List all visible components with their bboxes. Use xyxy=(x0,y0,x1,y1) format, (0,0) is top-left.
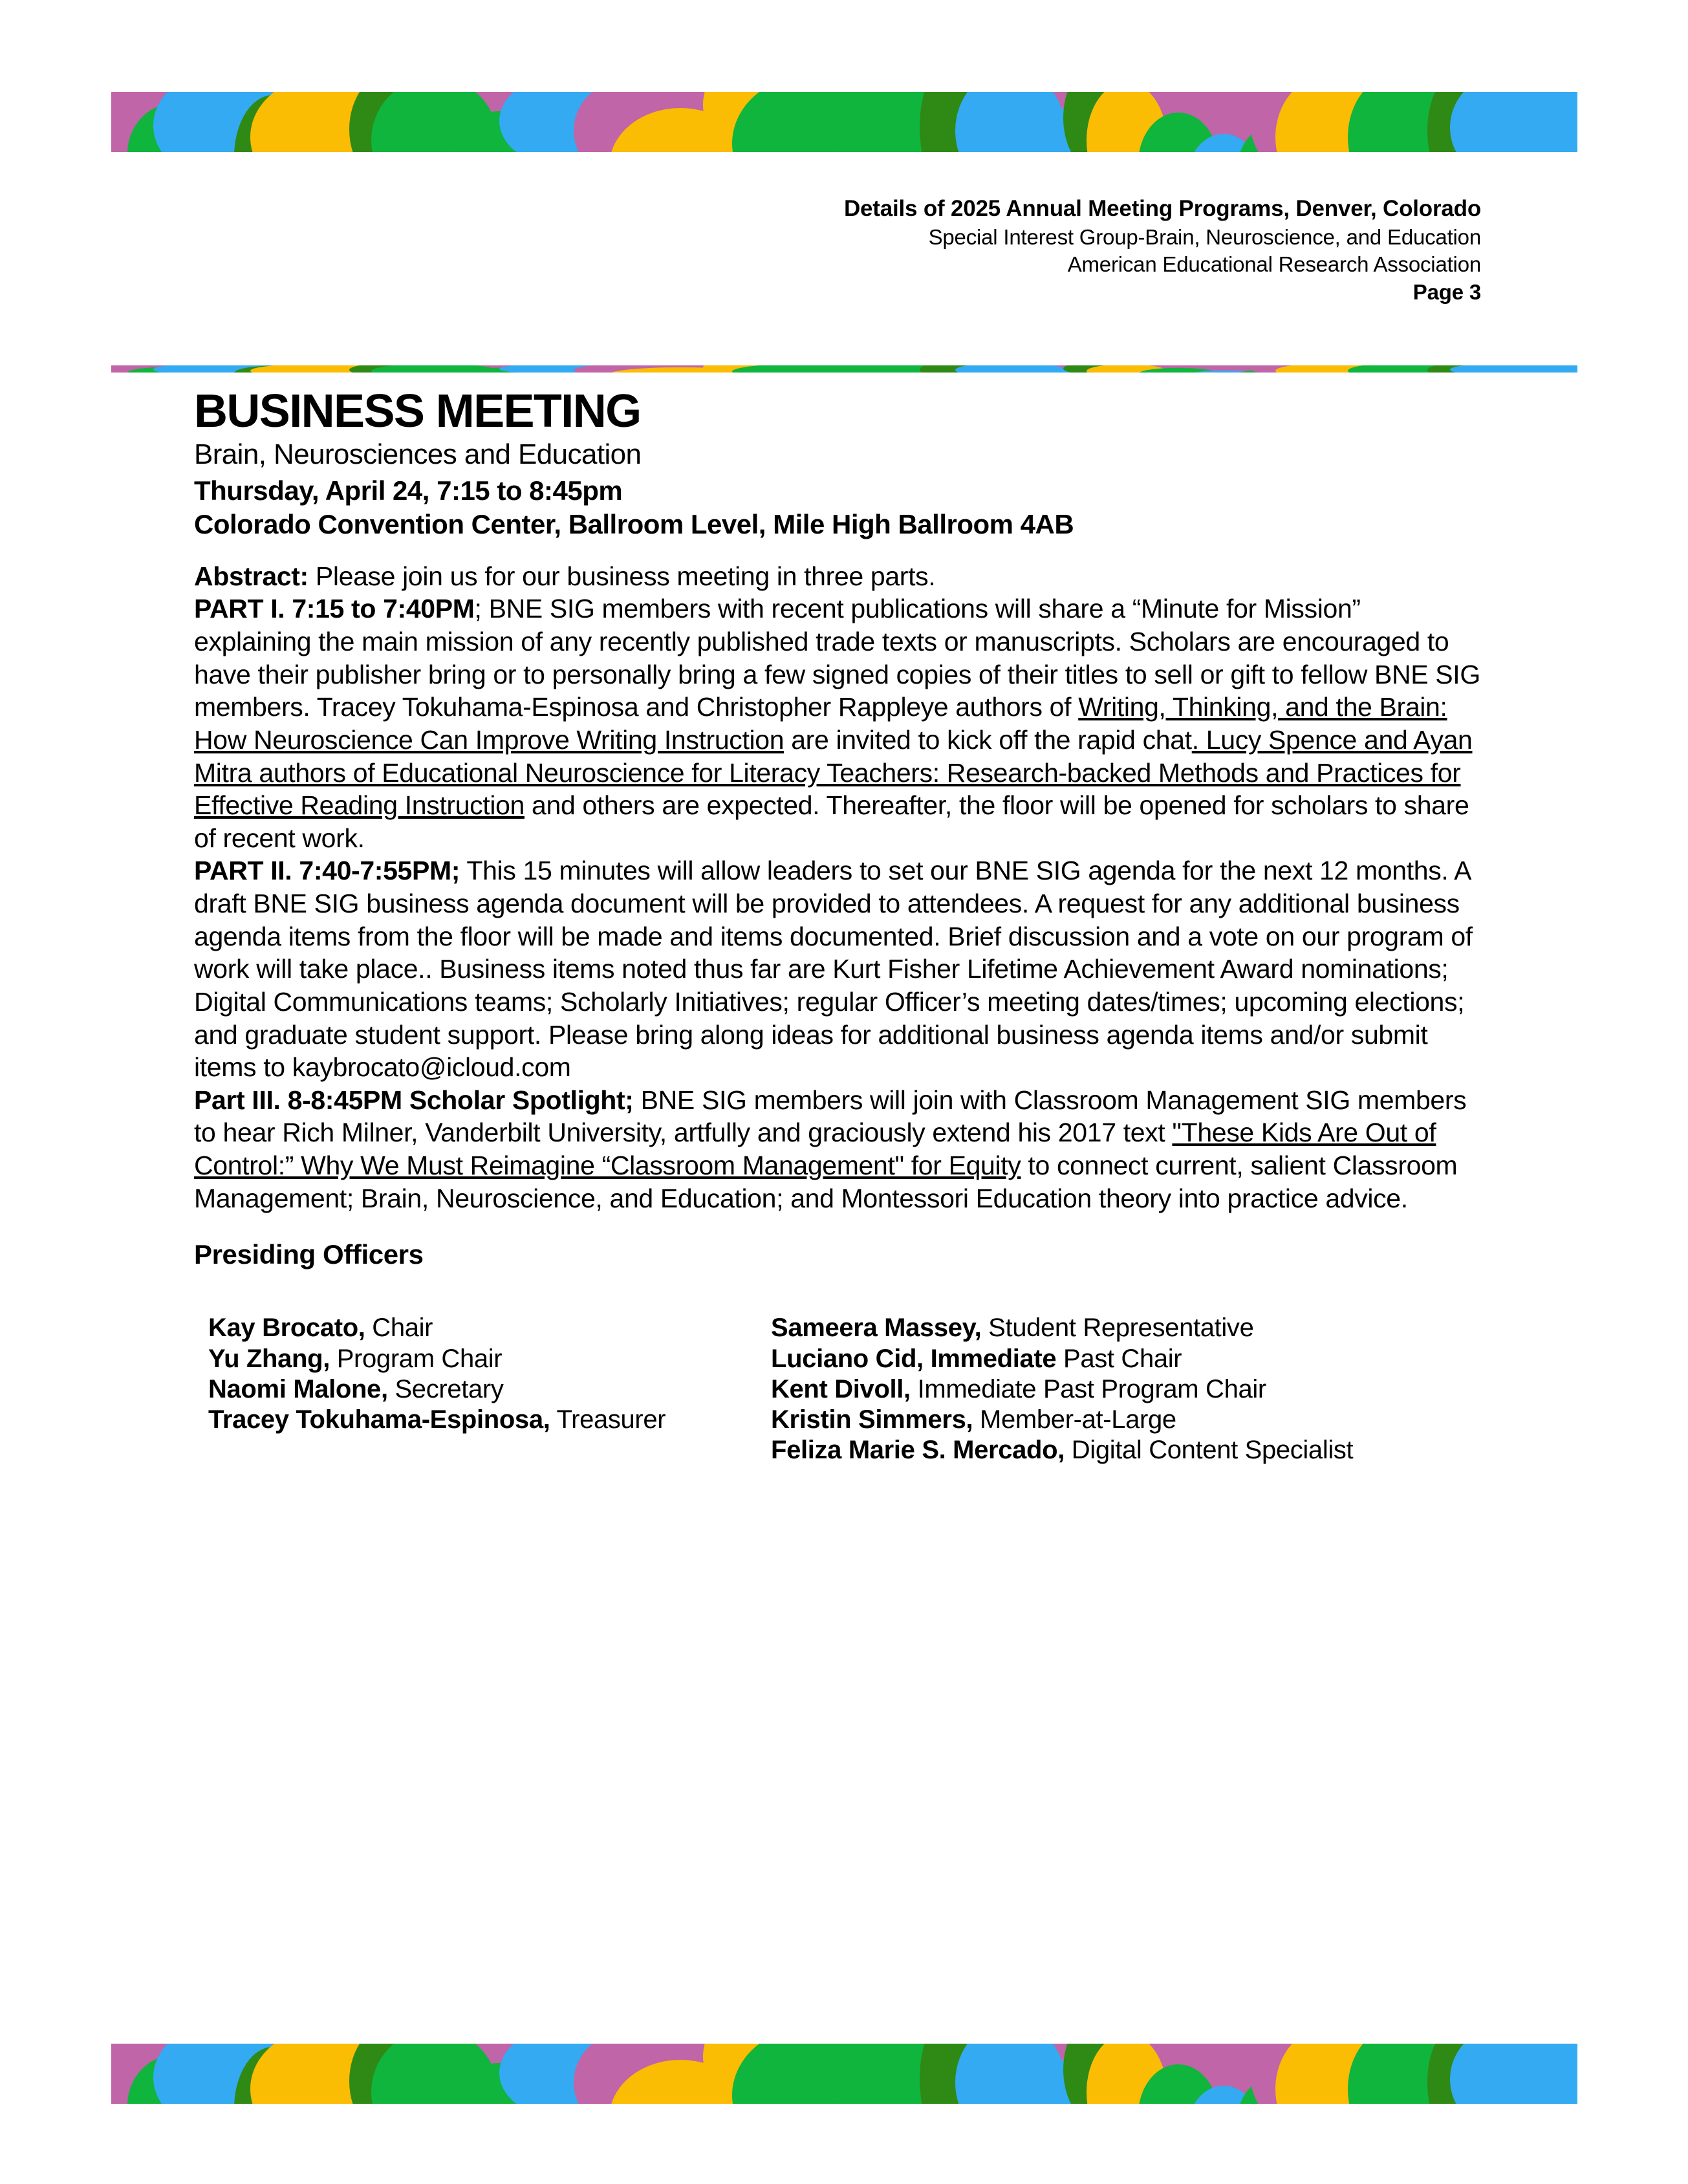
officer-name: Kay Brocato, xyxy=(208,1314,365,1343)
officer-role: Treasurer xyxy=(550,1405,666,1434)
part-1-text-a: ; BNE SIG members with recent publications will share a “Minute for Mission” explaining the main mission of any recently published trade texts or manuscripts. Scholars are encouraged to have their publisher bring or to personally bring a few signed copies of their titles to sell or gift to fellow BNE SIG members. Tracey Tokuhama-Espinosa and Christopher Rappleye authors of xyxy=(194,594,1480,722)
confetti-pattern-svg xyxy=(111,92,1577,152)
officer-row xyxy=(771,1374,1481,1405)
officer-role: Immediate Past Program Chair xyxy=(910,1374,1266,1403)
part-1-text-c: and others are expected. Thereafter, the floor will be opened for scholars to share of recent work. xyxy=(194,790,1469,853)
confetti-banner-bottom xyxy=(111,2044,1577,2104)
part-1-paragraph xyxy=(194,592,1481,854)
header-meeting-details: Details of 2025 Annual Meeting Programs, Denver, Colorado xyxy=(843,196,1481,221)
officer-row xyxy=(771,1313,1481,1343)
part-2-label: PART II. 7:40-7:55PM; xyxy=(194,856,460,886)
abstract-label: Abstract: xyxy=(194,561,308,591)
presiding-officers-heading: Presiding Officers xyxy=(194,1239,424,1270)
header-sig-name: Special Interest Group-Brain, Neuroscience, and Education xyxy=(928,224,1481,249)
officer-row xyxy=(208,1344,771,1374)
officer-role: Past Chair xyxy=(1056,1344,1182,1373)
officer-role: Digital Content Specialist xyxy=(1064,1436,1354,1465)
confetti-banner-top xyxy=(111,92,1577,152)
officers-column-right xyxy=(771,1313,1481,1465)
abstract-paragraph xyxy=(194,560,1481,593)
part-3-label: Part III. 8-8:45PM Scholar Spotlight; xyxy=(194,1085,634,1115)
part-1-text-b: are invited to kick off the rapid chat xyxy=(784,724,1192,755)
meeting-datetime: Thursday, April 24, 7:15 to 8:45pm xyxy=(194,475,623,506)
part-3-text-a: BNE SIG members will join with Classroom Management SIG members to hear Rich Milner, Vanderbilt University, artfully and graciously extend his 2017 text xyxy=(194,1085,1467,1148)
page-number: Page 3 xyxy=(1412,280,1481,305)
officer-role: Program Chair xyxy=(329,1344,503,1373)
officer-row xyxy=(208,1374,771,1405)
part-2-paragraph xyxy=(194,854,1481,1083)
officer-name: Naomi Malone, xyxy=(208,1374,388,1403)
officer-role: Member-at-Large xyxy=(973,1405,1176,1434)
officers-column-left xyxy=(208,1313,771,1465)
part-2-text: This 15 minutes will allow leaders to set our BNE SIG agenda for the next 12 months. A draft BNE SIG business agenda document will be provided to attendees. A request for any additional business agenda items from the floor will be made and items documented. Brief discussion and a vote on our program of work will take place.. Business items noted thus far are Kurt Fisher Lifetime Achievement Award nominations; Digital Communications teams; Scholarly Initiatives; regular Officer’s meeting dates/times; upcoming elections; and graduate student support. Please bring along ideas for additional business agenda items and/or submit items to kaybrocato@icloud.com xyxy=(194,856,1473,1083)
officer-name: Yu Zhang, xyxy=(208,1344,330,1373)
part-3-text-b: to connect current, salient Classroom Management; Brain, Neuroscience, and Education; and Montessori Education theory into practice advice. xyxy=(194,1151,1458,1213)
confetti-pattern-svg xyxy=(111,365,1577,373)
confetti-banner-divider xyxy=(111,365,1577,373)
part-3-paragraph xyxy=(194,1084,1481,1215)
part-1-period-underline: . Lucy Spence and Ayan Mitra authors of xyxy=(194,724,1473,788)
officer-role: Secretary xyxy=(387,1374,504,1403)
part-1-label: PART I. 7:15 to 7:40PM xyxy=(194,594,475,624)
meeting-subject: Brain, Neurosciences and Education xyxy=(194,438,642,471)
book-title-these-kids-out-of-control: "These Kids Are Out of Control:” Why We Must Reimagine “Classroom Management" for Equity xyxy=(194,1118,1436,1181)
abstract-intro-text: Please join us for our business meeting in three parts. xyxy=(308,561,936,591)
header-organization: American Educational Research Association xyxy=(1067,252,1481,277)
page-title: BUSINESS MEETING xyxy=(194,385,641,437)
meeting-location: Colorado Convention Center, Ballroom Level, Mile High Ballroom 4AB xyxy=(194,508,1074,539)
page-header xyxy=(194,194,1481,307)
abstract-section xyxy=(194,560,1481,1215)
presiding-officers-list xyxy=(194,1313,1481,1465)
officer-name: Luciano Cid, Immediate xyxy=(771,1344,1057,1373)
officer-row xyxy=(208,1405,771,1435)
officer-row xyxy=(771,1344,1481,1374)
book-title-writing-thinking-brain: Writing, Thinking, and the Brain: How Neuroscience Can Improve Writing Instruction xyxy=(194,692,1447,755)
officer-row xyxy=(771,1435,1481,1465)
officer-role: Student Representative xyxy=(981,1314,1254,1343)
officer-row xyxy=(771,1405,1481,1435)
officer-role: Chair xyxy=(365,1314,433,1343)
confetti-pattern-svg xyxy=(111,2044,1577,2104)
officer-row xyxy=(208,1313,771,1343)
book-title-educational-neuroscience: Educational Neuroscience for Literacy Teachers: Research-backed Methods and Practices for Effective Reading Instruction xyxy=(194,757,1461,821)
officer-name: Feliza Marie S. Mercado, xyxy=(771,1436,1065,1465)
officer-name: Sameera Massey, xyxy=(771,1314,982,1343)
officer-name: Kristin Simmers, xyxy=(771,1405,973,1434)
officer-name: Tracey Tokuhama-Espinosa, xyxy=(208,1405,550,1434)
officer-name: Kent Divoll, xyxy=(771,1374,911,1403)
main-content xyxy=(194,385,1481,1465)
